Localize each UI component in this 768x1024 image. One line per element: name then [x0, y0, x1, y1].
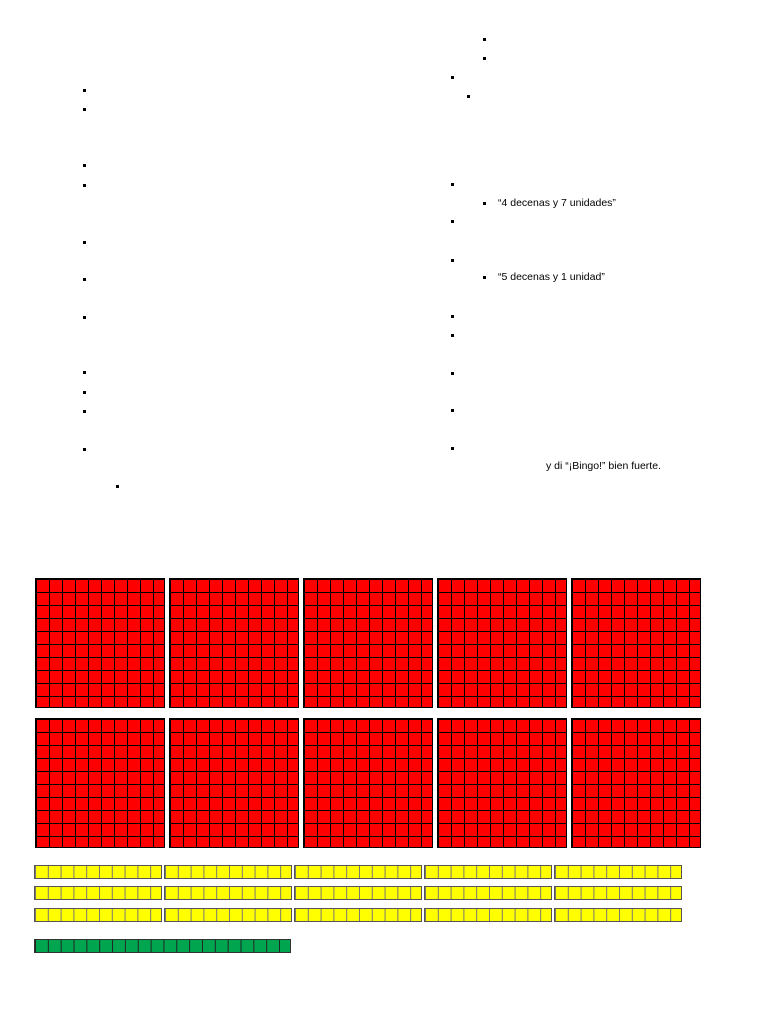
hundred-flat [571, 718, 701, 848]
sub-bullet [483, 57, 486, 60]
bullet [83, 108, 86, 111]
hundred-flat [571, 578, 701, 708]
bullet [83, 316, 86, 319]
bullet [451, 315, 454, 318]
bullet [451, 76, 454, 79]
ten-rod [554, 865, 682, 879]
ten-rod [294, 886, 422, 900]
ten-rod [424, 865, 552, 879]
hundred-flat [303, 718, 433, 848]
bullet [83, 241, 86, 244]
bullet [83, 89, 86, 92]
sub-bullet [483, 202, 486, 205]
hundred-flat [169, 718, 299, 848]
ten-rod [294, 908, 422, 922]
sub-bullet [483, 38, 486, 41]
bullet [451, 409, 454, 412]
ten-rod [424, 886, 552, 900]
bullet [467, 95, 470, 98]
ten-rod [34, 865, 162, 879]
bullet [451, 447, 454, 450]
ten-rod [34, 908, 162, 922]
ten-rod [34, 886, 162, 900]
hundred-flat [35, 578, 165, 708]
bullet [83, 410, 86, 413]
bullet [83, 371, 86, 374]
ten-rod [554, 886, 682, 900]
bullet [451, 334, 454, 337]
bullet [83, 391, 86, 394]
ten-rod [424, 908, 552, 922]
bullet [451, 183, 454, 186]
item-text-decenas-unidad: “5 decenas y 1 unidad” [498, 271, 605, 283]
hundred-flat [437, 718, 567, 848]
bullet [451, 372, 454, 375]
ten-rod [294, 865, 422, 879]
sub-bullet [116, 485, 119, 488]
item-text-decenas-unidades: “4 decenas y 7 unidades” [498, 197, 616, 209]
bingo-text: y di “¡Bingo!” bien fuerte. [546, 460, 661, 472]
hundred-flat [437, 578, 567, 708]
sub-bullet [483, 276, 486, 279]
ten-rod [164, 886, 292, 900]
bullet [451, 259, 454, 262]
bullet [451, 220, 454, 223]
ten-rod [554, 908, 682, 922]
bullet [83, 278, 86, 281]
hundred-flat [303, 578, 433, 708]
hundred-flat [169, 578, 299, 708]
bullet [83, 448, 86, 451]
bullet [83, 184, 86, 187]
ones-strip [34, 939, 291, 953]
ten-rod [164, 908, 292, 922]
hundred-flat [35, 718, 165, 848]
bullet [83, 164, 86, 167]
ten-rod [164, 865, 292, 879]
